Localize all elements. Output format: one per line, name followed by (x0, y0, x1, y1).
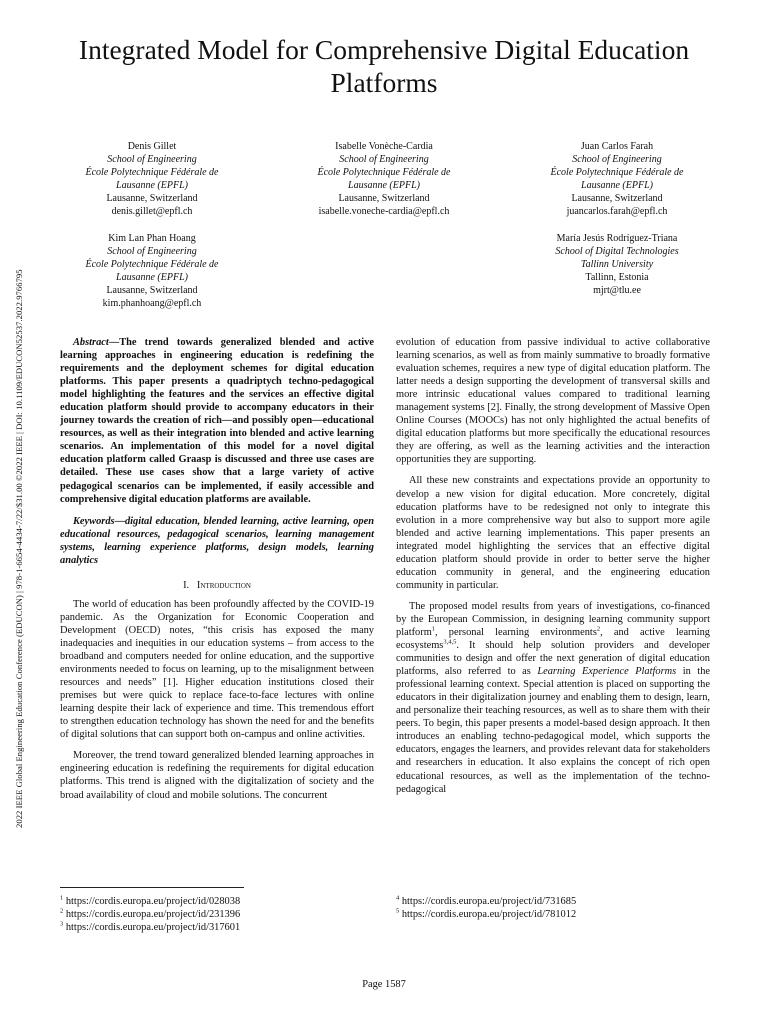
body-paragraph: evolution of education from passive individual to active collaborative learning scenarios, as well as from mainly summative to broadly formative evaluation schemes, requires a new type of digital education platform. The latter needs a design supporting the development of transversal skills and more intrinsic educational values compared to traditional learning management systems [2]. Finally, the strong development of Massive Open Online Courses (MOOCs) has not only highlighted the actual benefits of digital education platforms but more specifically the educational resources they are offering, as well as the learning activities and the interaction opportunities they are supporting. (396, 337, 710, 466)
footnote-link[interactable]: https://cordis.europa.eu/project/id/028038 (63, 896, 241, 907)
footnote: $^2$ https://cordis.europa.eu/project/id/231396 (60, 907, 241, 920)
author-email[interactable]: mjrt@tlu.ee (593, 285, 641, 296)
body-paragraph: All these new constraints and expectations provide an opportunity to develop a new vision for digital education. More concretely, digital education platforms have to be redesigned not only to integrate this evolution in a more comprehensive way but also to support more agile blended and active learning implementations. This paper presents an integrated model highlighting the services that an effective digital education platform should provide in order to better serve the higher education community in general, and the engineering education community in particular. (396, 475, 710, 591)
author-affiliation: École Polytechnique Fédérale de (317, 167, 451, 178)
author-location: Lausanne, Switzerland (338, 193, 430, 204)
paragraph-text: The proposed model results from years of investigations, co-financed by the European Commission, in designing learning community support platform (396, 600, 710, 638)
paper-title: Integrated Model for Comprehensive Digital Education Platforms (78, 34, 690, 98)
section-number: I. (183, 579, 190, 591)
paragraph-text: , personal learning environments (435, 626, 597, 638)
footnote: $^4$ https://cordis.europa.eu/project/id/731685 (396, 894, 577, 907)
author-affiliation: School of Digital Technologies (555, 246, 679, 257)
author-location: Lausanne, Switzerland (106, 285, 198, 296)
body-paragraph (60, 598, 374, 742)
author-block (52, 232, 252, 310)
footnote: $^1$ https://cordis.europa.eu/project/id/028038 (60, 894, 241, 907)
author-block (517, 232, 717, 297)
body-paragraph (396, 600, 710, 796)
section-title: Introduction (196, 579, 251, 591)
author-affiliation: Lausanne (EPFL) (116, 272, 188, 283)
abstract-lead: Abstract (73, 337, 109, 348)
keywords (60, 515, 374, 567)
keywords-text: —digital education, blended learning, active learning, open educational resources, pedagogical scenarios, learning management systems, learning experience platforms, design models, learning analytics (60, 515, 374, 566)
body-paragraph: Moreover, the trend toward generalized blended learning approaches in engineering education is redefining the requirements for digital education platforms. This trend is aligned with the digitalization of society and the broad availability of cloud and mobile solutions. The concurrent (60, 750, 374, 801)
left-column (60, 336, 374, 802)
keywords-lead: Keywords (73, 515, 115, 527)
author-affiliation: Lausanne (EPFL) (581, 180, 653, 191)
author-location: Lausanne, Switzerland (106, 193, 198, 204)
author-affiliation: Lausanne (EPFL) (116, 180, 188, 191)
author-location: Tallinn, Estonia (585, 272, 649, 283)
author-affiliation: School of Engineering (339, 154, 429, 165)
author-affiliation: Tallinn University (580, 259, 654, 270)
author-affiliation: École Polytechnique Fédérale de (85, 259, 219, 270)
author-name: María Jesús Rodríguez-Triana (556, 233, 678, 244)
footnote-mark: 1 (431, 625, 436, 633)
footnotes-left (60, 895, 240, 934)
abstract-text: —The trend towards generalized blended and active learning approaches in engineering education is redefining the requirements and the deployment schemes for digital education platforms. This paper presents a quadriptych techno-pedagogical model highlighting the features and the services an effective digital education platform should provide to accompany educators in their journey towards the creation of rich—and possibly open—educational resources, as well as their integration into blended and active learning scenarios. An implementation of this model for a novel digital education platform called Graasp is discussed and three use cases are detailed. These use cases show that a large variety of active pedagogical scenarios can be implemented, if easily accessible and comprehensive digital education platforms are available. (60, 337, 374, 505)
author-email[interactable]: juancarlos.farah@epfl.ch (566, 206, 668, 217)
author-block (517, 140, 717, 218)
right-column (396, 336, 710, 796)
author-block (52, 140, 252, 218)
author-email[interactable]: denis.gillet@epfl.ch (111, 206, 193, 217)
author-name: Denis Gillet (127, 141, 177, 152)
author-affiliation: School of Engineering (572, 154, 662, 165)
footnote-mark: 2 (596, 625, 601, 633)
paragraph-text: The world of education has been profoundly affected by the COVID-19 pandemic. As the Organization for Economic Cooperation and Development (OECD) notes, “this crisis has exposed the many inadequacies and inequities in our education systems – from access to the broadband and computers needed for online education, and the supportive environments needed to focus on learning, up to the misalignment between resources and needs” (60, 598, 374, 689)
author-affiliation: École Polytechnique Fédérale de (85, 167, 219, 178)
author-name: Kim Lan Phan Hoang (108, 233, 196, 244)
side-identifier: 2022 IEEE Global Engineering Education Conference (EDUCON) | 978-1-6654-4434-7/22/$31.00 ©2022 IEEE | DOI: 10.1109/EDUCON52537.2022.9766795 (14, 269, 24, 828)
footnote-link[interactable]: https://cordis.europa.eu/project/id/231396 (63, 909, 241, 920)
footnote: $^3$ https://cordis.europa.eu/project/id/317601 (60, 920, 241, 933)
author-block (284, 140, 484, 218)
footnote: $^5$ https://cordis.europa.eu/project/id/781012 (396, 907, 577, 920)
abstract (60, 336, 374, 506)
author-name: Juan Carlos Farah (580, 141, 654, 152)
footnote-link[interactable]: https://cordis.europa.eu/project/id/317601 (63, 922, 241, 933)
footnote-link[interactable]: https://cordis.europa.eu/project/id/731685 (399, 896, 577, 907)
author-email[interactable]: isabelle.voneche-cardia@epfl.ch (318, 206, 450, 217)
author-affiliation: Lausanne (EPFL) (348, 180, 420, 191)
section-heading (60, 579, 374, 592)
paragraph-text: [1]. Higher education institutions closed their premises but were quick to replace face-to-face lectures with online learning despite their lack of experience and time. This tremendous effort to strengthen education technology has shown the need for and the benefits of digital solutions that can support both on-campus and online activities. (60, 677, 374, 741)
author-location: Lausanne, Switzerland (571, 193, 663, 204)
footnote-mark: 3,4,5 (443, 638, 457, 646)
author-affiliation: School of Engineering (107, 246, 197, 257)
emphasis-text: Learning Experience Platforms (537, 666, 677, 678)
author-name: Isabelle Vonèche-Cardia (335, 141, 433, 152)
author-affiliation: École Polytechnique Fédérale de (550, 167, 684, 178)
author-affiliation: School of Engineering (107, 154, 197, 165)
paragraph-text: . It should help solution providers and developer communities to design and offer the next generation of digital education platforms, also referred to as (396, 640, 710, 678)
paragraph-text: , and active learning ecosystems (396, 626, 710, 652)
paragraph-text: in the professional learning context. Special attention is placed on supporting the educators in their digitalization journey and enabling them to design, learn, and personalize their teaching resources, as well as to share them with their peers. To begin, this paper presents a model-based design approach. It then introduces an enabling techno-pedagogical model, which supports the educators, engages the learners, and provides relevant data for stakeholders and researchers in education. It also explains the concept of rich open educational resources, as well as the implementation of the techno-pedagogical (396, 666, 711, 795)
footnote-link[interactable]: https://cordis.europa.eu/project/id/781012 (399, 909, 577, 920)
author-email[interactable]: kim.phanhoang@epfl.ch (102, 298, 202, 309)
page-number: Page 1587 (362, 979, 406, 990)
footnote-divider (60, 887, 244, 888)
footnotes-right (396, 895, 576, 921)
